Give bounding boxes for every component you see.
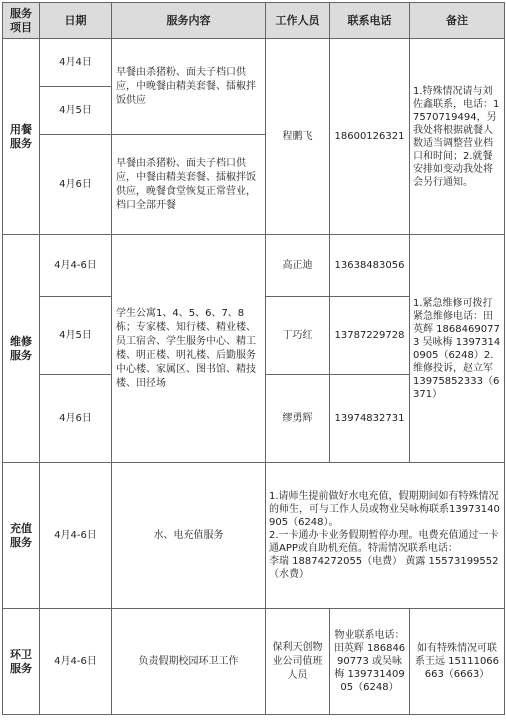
service-schedule-table (2, 2, 505, 715)
dining-phone: 18600126321 (330, 39, 410, 235)
dining-remarks: 1.特殊情况请与刘佐鑫联系，电话：17570719494，另我处将根据就餐人数适当调整营业档口和时间；2.就餐安排如变动我处将会另行通知。 (410, 39, 505, 235)
header-date: 日期 (40, 3, 112, 39)
repair-phone-2: 13787229728 (330, 297, 410, 375)
repair-content: 学生公寓1、4、5、6、7、8栋；专家楼、知行楼、精业楼、员工宿舍、学生服务中心、精工楼、明正楼、明礼楼、后勤服务中心楼、家属区、图书馆、精技楼、田径场 (112, 235, 266, 463)
header-service-content: 服务内容 (112, 3, 266, 39)
dining-date-1: 4月4日 (40, 39, 112, 87)
sanitation-phone: 物业联系电话：田英辉 18684690773 或吴咏梅 13973140905（6248） (330, 609, 410, 715)
recharge-date: 4月4-6日 (40, 463, 112, 609)
recharge-note-3: 李瑞 18874272055（电费） 黄露 15573199552（水费） (269, 556, 499, 580)
header-phone: 联系电话 (330, 3, 410, 39)
category-dining: 用餐服务 (3, 39, 40, 235)
category-recharge: 充值服务 (3, 463, 40, 609)
header-service-item: 服务项目 (3, 3, 40, 39)
sanitation-date: 4月4-6日 (40, 609, 112, 715)
dining-content-1: 早餐由杀猪粉、面夫子档口供应，中晚餐由精美套餐、擂椒拌饭供应 (112, 39, 266, 135)
category-repair: 维修服务 (3, 235, 40, 463)
sanitation-content: 负责假期校园环卫工作 (112, 609, 266, 715)
header-remarks: 备注 (410, 3, 505, 39)
sanitation-staff: 保利天创物业公司值班人员 (266, 609, 330, 715)
table-row (3, 235, 505, 297)
recharge-remarks (266, 463, 505, 609)
category-sanitation: 环卫服务 (3, 609, 40, 715)
recharge-note-1: 1.请师生提前做好水电充值，假期期间如有特殊情况的师生，可与工作人员或物业吴咏梅联系13973140905（6248）。 (269, 491, 500, 528)
repair-staff-1: 高正迪 (266, 235, 330, 297)
header-staff: 工作人员 (266, 3, 330, 39)
repair-staff-3: 缪勇辉 (266, 375, 330, 463)
repair-phone-1: 13638483056 (330, 235, 410, 297)
dining-date-3: 4月6日 (40, 135, 112, 235)
table-row (3, 609, 505, 715)
repair-date-1: 4月4-6日 (40, 235, 112, 297)
table-row (3, 39, 505, 87)
repair-date-3: 4月6日 (40, 375, 112, 463)
repair-staff-2: 丁巧红 (266, 297, 330, 375)
dining-content-2: 早餐由杀猪粉、面夫子档口供应，中餐由精美套餐、擂椒拌饭供应，晚餐食堂恢复正常营业，档口全部开餐 (112, 135, 266, 235)
dining-staff: 程鹏飞 (266, 39, 330, 235)
repair-remarks: 1.紧急维修可拨打紧急维修电话：田英辉 18684690773 吴咏梅 13973140905（6248）2.维修投诉，赵立军 13975852333（6371） (410, 235, 505, 463)
recharge-content: 水、电充值服务 (112, 463, 266, 609)
recharge-note-2: 2.一卡通办卡业务假期暂停办理。电费充值通过一卡通APP或自助机充值。特需情况联系电话： (269, 530, 499, 554)
repair-date-2: 4月5日 (40, 297, 112, 375)
table-header-row (3, 3, 505, 39)
repair-phone-3: 13974832731 (330, 375, 410, 463)
dining-date-2: 4月5日 (40, 87, 112, 135)
table-row (3, 463, 505, 609)
sanitation-remarks: 如有特殊情况可联系王远 15111066663（6663） (410, 609, 505, 715)
